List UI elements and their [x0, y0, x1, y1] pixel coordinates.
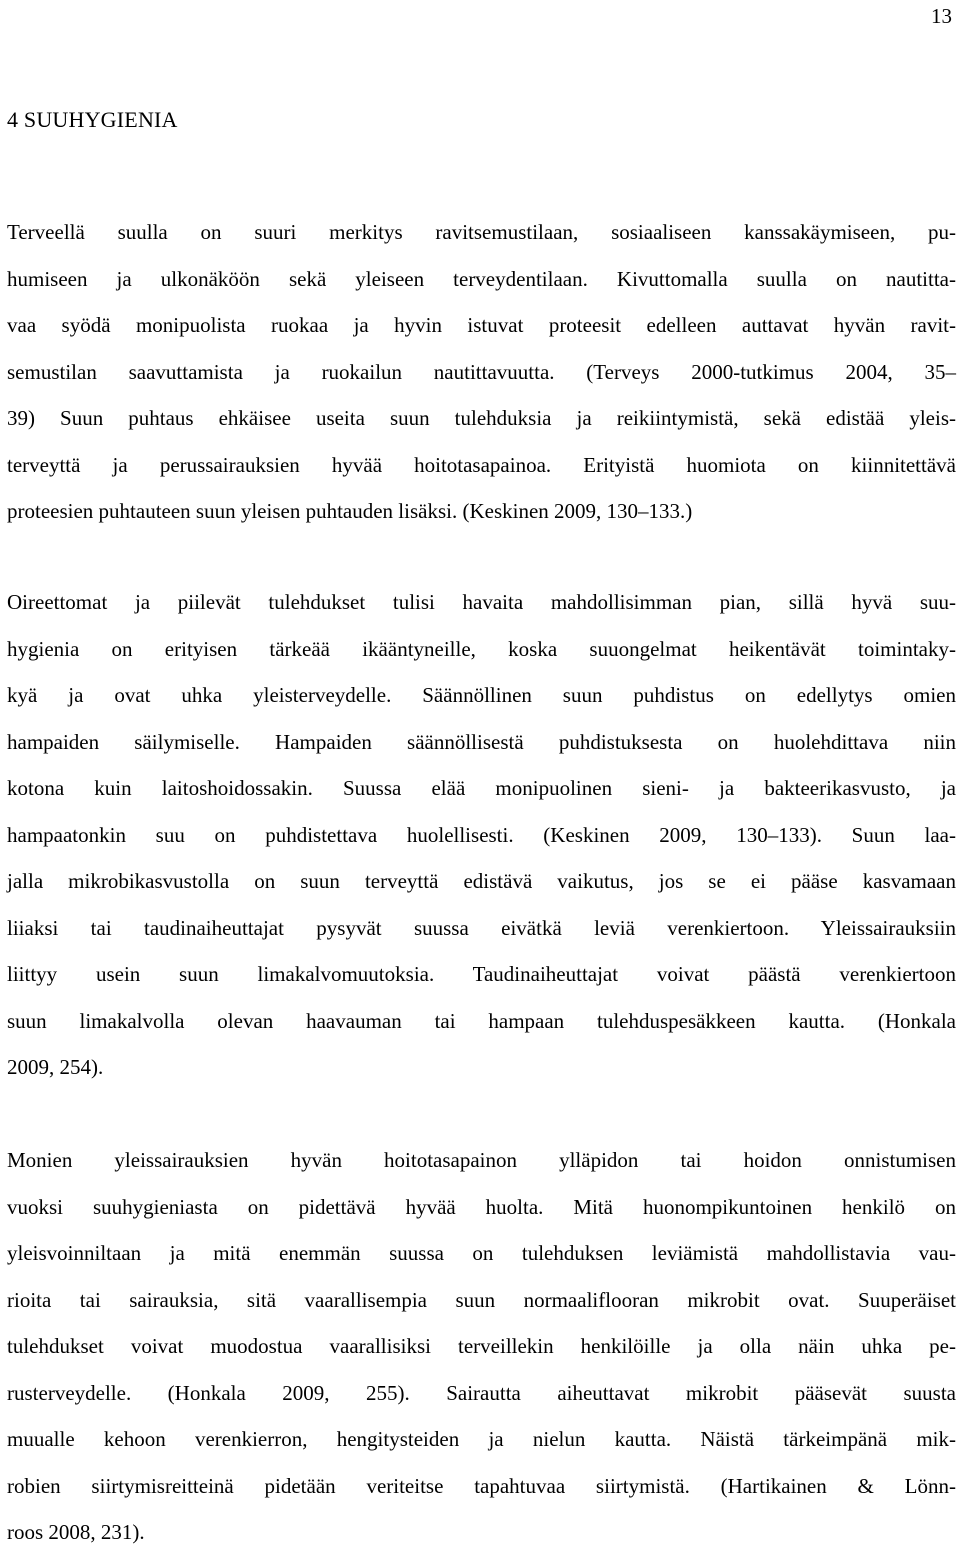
paragraph-line: vaa syödä monipuolista ruokaa ja hyvin istuvat proteesit edelleen auttavat hyvän ravit- [7, 313, 956, 337]
paragraph-line: liiaksi tai taudinaiheuttajat pysyvät suussa eivätkä leviä verenkiertoon. Yleissairauksiin [7, 915, 956, 940]
paragraph-3 [7, 1140, 956, 1559]
paragraph-line: humiseen ja ulkonäköön sekä yleiseen terveydentilaan. Kivuttomalla suulla on nautitta- [7, 266, 956, 291]
paragraph-line: hampaiden säilymiselle. Hampaiden säännöllisestä puhdistuksesta on huolehdittava niin [7, 729, 956, 754]
paragraph-line: liittyy usein suun limakalvomuutoksia. Taudinaiheuttajat voivat päästä verenkiertoon [7, 962, 956, 986]
paragraph-line: robien siirtymisreitteinä pidetään veriteitse tapahtuvaa siirtymistä. (Hartikainen & Lönn- [7, 1473, 956, 1498]
paragraph-line: semustilan saavuttamista ja ruokailun nautittavuutta. (Terveys 2000-tutkimus 2004, 35– [7, 359, 956, 384]
paragraph-line: terveyttä ja perussairauksien hyvää hoitotasapainoa. Erityistä huomiota on kiinnitettävä [7, 452, 956, 477]
paragraph-line: rusterveydelle. (Honkala 2009, 255). Sairautta aiheuttavat mikrobit pääsevät suusta [7, 1380, 956, 1405]
paragraph-2 [7, 582, 956, 1094]
paragraph-line: Monien yleissairauksien hyvän hoitotasapainon ylläpidon tai hoidon onnistumisen [7, 1148, 956, 1172]
paragraph-line: hygienia on erityisen tärkeää ikääntyneille, koska suuongelmat heikentävät toimintaky- [7, 636, 956, 661]
paragraph-line: kotona kuin laitoshoidossakin. Suussa elää monipuolinen sieni- ja bakteerikasvusto, ja [7, 776, 956, 800]
paragraph-line: roos 2008, 231). [7, 1520, 145, 1544]
paragraph-line: yleisvoinniltaan ja mitä enemmän suussa on tulehduksen leviämistä mahdollistavia vau- [7, 1241, 956, 1265]
paragraph-line: jalla mikrobikasvustolla on suun terveyttä edistävä vaikutus, jos se ei pääse kasvamaan [7, 869, 956, 893]
paragraph-line: rioita tai sairauksia, sitä vaarallisempia suun normaaliflooran mikrobit ovat. Suuperäiset [7, 1287, 956, 1312]
paragraph-line: suun limakalvolla olevan haavauman tai hampaan tulehduspesäkkeen kautta. (Honkala [7, 1008, 956, 1033]
paragraph-line: Oireettomat ja piilevät tulehdukset tulisi havaita mahdollisimman pian, sillä hyvä suu- [7, 590, 956, 614]
page-number: 13 [931, 4, 952, 28]
paragraph-line: hampaatonkin suu on puhdistettava huolellisesti. (Keskinen 2009, 130–133). Suun laa- [7, 822, 956, 847]
paragraph-line: muualle kehoon verenkierron, hengitysteiden ja nielun kautta. Näistä tärkeimpänä mik- [7, 1427, 956, 1451]
section-heading: 4 SUUHYGIENIA [7, 107, 178, 132]
paragraph-line: proteesien puhtauteen suun yleisen puhtauden lisäksi. (Keskinen 2009, 130–133.) [7, 499, 693, 523]
paragraph-line: kyä ja ovat uhka yleisterveydelle. Säännöllinen suun puhdistus on edellytys omien [7, 683, 956, 707]
paragraph-1 [7, 212, 956, 538]
paragraph-line: 39) Suun puhtaus ehkäisee useita suun tulehduksia ja reikiintymistä, sekä edistää yleis- [7, 406, 956, 430]
paragraph-line: vuoksi suuhygieniasta on pidettävä hyvää huolta. Mitä huonompikuntoinen henkilö on [7, 1194, 956, 1219]
paragraph-line: tulehdukset voivat muodostua vaarallisiksi terveillekin henkilöille ja olla näin uhka pe- [7, 1334, 956, 1358]
paragraph-line: Terveellä suulla on suuri merkitys ravitsemustilaan, sosiaaliseen kanssakäymiseen, pu- [7, 220, 956, 244]
paragraph-line: 2009, 254). [7, 1055, 104, 1079]
